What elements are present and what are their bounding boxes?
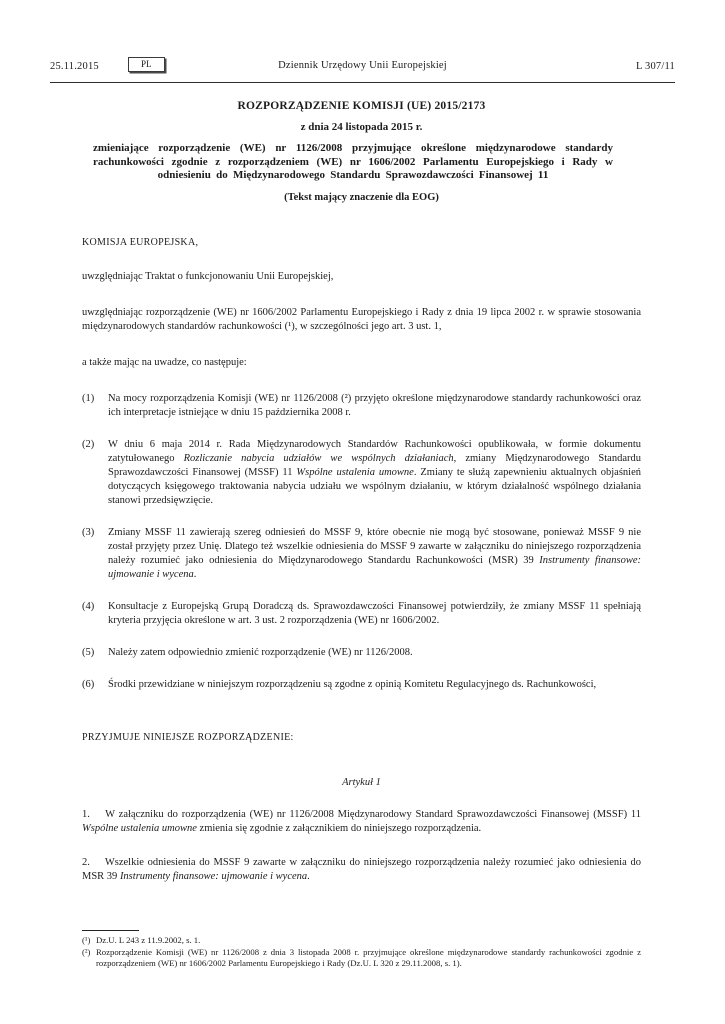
issuing-institution: KOMISJA EUROPEJSKA, <box>82 237 199 249</box>
recital-6 <box>82 678 641 692</box>
recital-5 <box>82 646 641 660</box>
page-reference: L 307/11 <box>635 61 675 72</box>
header-divider <box>50 82 675 83</box>
recital-marker: (1) <box>82 393 95 405</box>
article-heading: Artykuł 1 <box>342 777 381 789</box>
article-paragraph-2: 2. Wszelkie odniesienia do MSSF 9 zawarte w załączniku do niniejszego rozporządzenia należy rozumieć jako odniesienia do MSR 39 Instrumenty finansowe: ujmowanie i wycena. <box>82 857 641 883</box>
citation-regulation: uwzględniając rozporządzenie (WE) nr 1606/2002 Parlamentu Europejskiego i Rady z dnia 19 lipca 2002 r. w sprawie stosowania międzynarodowych standardów rachunkowości (¹), w szczególności jego art. 3 ust. 1, <box>82 307 641 333</box>
footnote-text: Dz.U. L 243 z 11.9.2002, s. 1. <box>96 935 201 946</box>
language-badge: PL <box>128 57 165 72</box>
recital-4 <box>82 600 641 628</box>
regulation-subject: zmieniające rozporządzenie (WE) nr 1126/2008 przyjmujące określone międzynarodowe standardy rachunkowości zgodnie z rozporządzeniem (WE) nr 1606/2002 Parlamentu Europejskiego i Rady w odniesieniu do Międzynarodowego Standardu Sprawozdawczości Finansowej 11 <box>93 142 613 182</box>
recital-marker: (6) <box>82 679 95 691</box>
recital-marker: (3) <box>82 527 95 539</box>
recital-text: W dniu 6 maja 2014 r. Rada Międzynarodowych Standardów Rachunkowości opublikowała, w formie dokumentu zatytułowanego Rozliczanie nabycia udziałów we wspólnych działaniach, zmiany Międzynarodowego Standardu Sprawozdawczości Finansowej (MSSF) 11 Wspólne ustalenia umowne. Zmiany te służą zapewnieniu aktualnych objaśnień dotyczących księgowego traktowania nabycia udziału we wspólnym działaniu, w którym działalność wspólnego działania stanowi przedsięwzięcie. <box>108 439 641 507</box>
journal-title: Dziennik Urzędowy Unii Europejskiej <box>278 60 447 71</box>
recitals-list <box>82 392 641 692</box>
recital-1 <box>82 392 641 420</box>
footnotes <box>82 930 641 970</box>
article-1 <box>82 743 641 904</box>
enacting-formula: PRZYJMUJE NINIEJSZE ROZPORZĄDZENIE: <box>82 732 294 744</box>
recital-marker: (5) <box>82 647 95 659</box>
page-header <box>50 58 675 75</box>
citation-treaty: uwzględniając Traktat o funkcjonowaniu Unii Europejskiej, <box>82 271 334 283</box>
recital-marker: (4) <box>82 601 95 613</box>
article-paragraph-1: 1. W załączniku do rozporządzenia (WE) nr 1126/2008 Międzynarodowy Standard Sprawozdawczości Finansowej (MSSF) 11 Wspólne ustalenia umowne zmienia się zgodnie z załącznikiem do niniejszego rozporządzenia. <box>82 809 641 835</box>
regulation-date-line: z dnia 24 listopada 2015 r. <box>300 121 423 133</box>
footnote-2 <box>82 947 641 970</box>
recital-text: Należy zatem odpowiednio zmienić rozporządzenie (WE) nr 1126/2008. <box>108 647 413 659</box>
recital-text: Konsultacje z Europejską Grupą Doradczą ds. Sprawozdawczości Finansowej potwierdziły, że zmiany MSSF 11 spełniają kryteria przyjęcia określone w art. 3 ust. 2 rozporządzenia (WE) nr 1606/2002. <box>108 601 641 627</box>
header-date: 25.11.2015 <box>50 61 99 72</box>
footnote-marker: (²) <box>82 946 91 957</box>
citation-whereas: a także mając na uwadze, co następuje: <box>82 357 247 369</box>
recital-text: Zmiany MSSF 11 zawierają szereg odniesień do MSSF 9, które obecnie nie mogą być stosowane, ponieważ MSSF 9 nie został przyjęty przez Unię. Dlatego też wszelkie odniesienia do MSSF 9 zawarte w załączniku do niniejszego rozporządzenia należy rozumieć jako odniesienia do Międzynarodowego Standardu Rachunkowości (MSR) 39 Instrumenty finansowe: ujmowanie i wycena. <box>108 527 641 581</box>
preamble <box>82 213 641 743</box>
footnote-marker: (¹) <box>82 935 91 946</box>
recital-2 <box>82 438 641 508</box>
eea-relevance-note: (Tekst mający znaczenie dla EOG) <box>284 191 439 203</box>
footnote-divider <box>82 930 139 931</box>
regulation-title: ROZPORZĄDZENIE KOMISJI (UE) 2015/2173 <box>237 100 486 112</box>
footnote-text: Rozporządzenie Komisji (WE) nr 1126/2008 z dnia 3 listopada 2008 r. przyjmujące określone międzynarodowe standardy rachunkowości zgodnie z rozporządzeniem (WE) nr 1606/2002 Parlamentu Europejskiego i Rady (Dz.U. L 320 z 29.11.2008, s. 1). <box>96 946 641 969</box>
recital-text: Środki przewidziane w niniejszym rozporządzeniu są zgodne z opinią Komitetu Regulacyjnego ds. Rachunkowości, <box>108 679 597 691</box>
title-block <box>82 100 641 213</box>
recital-3 <box>82 526 641 582</box>
footnote-1 <box>82 935 641 947</box>
recital-text: Na mocy rozporządzenia Komisji (WE) nr 1126/2008 (²) przyjęto określone międzynarodowe standardy rachunkowości oraz ich interpretacje istniejące w dniu 15 października 2008 r. <box>108 393 641 419</box>
recital-marker: (2) <box>82 439 95 451</box>
